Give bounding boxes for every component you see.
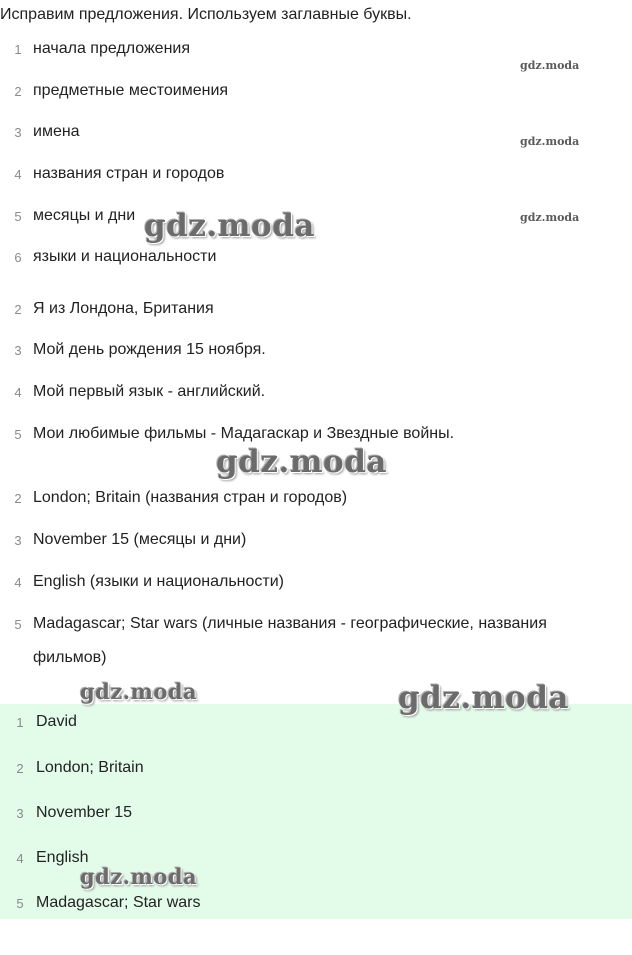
item-number: 3 [14,343,22,358]
item-number: 5 [14,209,22,224]
item-number: 3 [14,125,22,140]
item-text: English [36,849,89,866]
item-text: предметные местоимения [33,82,229,99]
item-number: 5 [16,896,24,911]
answer-item [0,802,632,826]
watermark: gdz.moda [80,864,198,889]
item-text: Я из Лондона, Британия [33,300,214,317]
item-number: 4 [16,851,24,866]
sentence-item [0,339,632,363]
item-text: названия стран и городов [33,165,225,182]
item-number: 4 [14,167,22,182]
item-number: 1 [14,42,22,57]
item-number: 3 [14,533,22,548]
item-text: November 15 [36,804,133,821]
explanation-item [0,613,632,673]
item-number: 5 [14,427,22,442]
item-text: начала предложения [33,40,191,57]
watermark: gdz.moda [144,208,315,244]
rule-item [0,80,632,104]
item-text: David [36,713,77,730]
rule-item [0,246,632,270]
answer-item [0,892,632,916]
watermark: gdz.moda [520,211,580,224]
task-title: Исправим предложения. Используем заглавные буквы. [0,6,412,23]
item-number: 4 [14,575,22,590]
item-number: 3 [16,806,24,821]
answer-item [0,757,632,781]
watermark: gdz.moda [80,679,198,704]
item-text: Мой первый язык - английский. [33,383,266,400]
sentence-item [0,381,632,405]
item-number: 2 [14,302,22,317]
item-text: имена [33,123,80,140]
item-text: Мой день рождения 15 ноября. [33,341,266,358]
watermark: gdz.moda [520,59,580,72]
item-number: 2 [16,761,24,776]
watermark: gdz.moda [398,680,569,716]
rule-item [0,163,632,187]
item-text: месяцы и дни [33,207,136,224]
watermark: gdz.moda [520,135,580,148]
item-number: 1 [16,715,24,730]
sentence-item [0,298,632,322]
item-number: 4 [14,385,22,400]
item-text: Мои любимые фильмы - Мадагаскар и Звездные войны. [33,425,455,442]
explanation-item [0,529,632,553]
item-text: London; Britain [36,759,144,776]
watermark: gdz.moda [216,444,387,480]
item-text: English (языки и национальности) [33,573,284,590]
explanation-item [0,487,632,511]
explanation-item [0,571,632,595]
item-text: языки и национальности [33,248,217,265]
item-text: Madagascar; Star wars (личные названия - географические, названия фильмов) [33,615,547,666]
item-text: London; Britain (названия стран и городов) [33,489,348,506]
item-number: 5 [14,617,22,632]
item-number: 6 [14,250,22,265]
item-text: November 15 (месяцы и дни) [33,531,247,548]
item-number: 2 [14,491,22,506]
item-number: 2 [14,84,22,99]
item-text: Madagascar; Star wars [36,894,201,911]
